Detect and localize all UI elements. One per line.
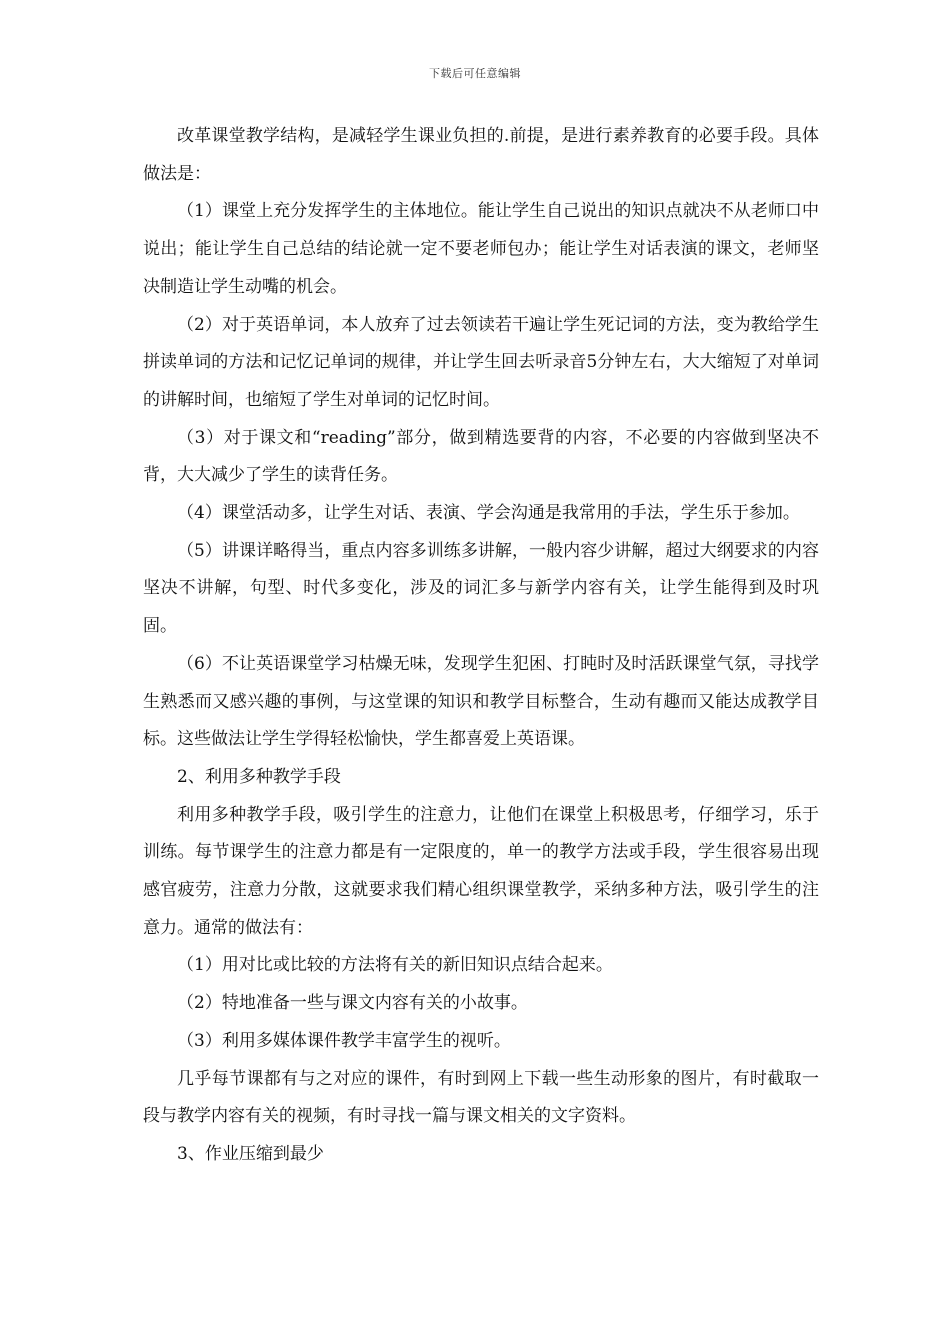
paragraph-section-2-closing: 几乎每节课都有与之对应的课件，有时到网上下载一些生动形象的图片，有时截取一段与教学内容有关的视频，有时寻找一篇与课文相关的文字资料。 xyxy=(143,1068,819,1127)
paragraph-section-2-item-2: （2）特地准备一些与课文内容有关的小故事。 xyxy=(177,993,528,1014)
paragraph-intro: 改革课堂教学结构，是减轻学生课业负担的.前提，是进行素养教育的必要手段。具体做法是： xyxy=(143,126,819,184)
document-body xyxy=(143,118,819,1174)
section-heading-2: 2、利用多种教学手段 xyxy=(177,766,341,787)
paragraph-section-2-intro: 利用多种教学手段，吸引学生的注意力，让他们在课堂上积极思考，仔细学习，乐于训练。每节课学生的注意力都是有一定限度的，单一的教学方法或手段，学生很容易出现感官疲劳，注意力分散，这就要求我们精心组织课堂教学，采纳多种方法，吸引学生的注意力。通常的做法有： xyxy=(143,804,819,938)
paragraph-section-2-item-3: （3）利用多媒体课件教学丰富学生的视听。 xyxy=(177,1030,511,1051)
header-note: 下载后可任意编辑 xyxy=(429,67,521,80)
paragraph-item-1: （1）课堂上充分发挥学生的主体地位。能让学生自己说出的知识点就决不从老师口中说出；能让学生自己总结的结论就一定不要老师包办；能让学生对话表演的课文，老师坚决制造让学生动嘴的机会。 xyxy=(143,201,819,297)
paragraph-item-6: （6）不让英语课堂学习枯燥无味，发现学生犯困、打盹时及时活跃课堂气氛，寻找学生熟悉而又感兴趣的事例，与这堂课的知识和教学目标整合，生动有趣而又能达成教学目标。这些做法让学生学得轻松愉快，学生都喜爱上英语课。 xyxy=(143,653,819,750)
paragraph-item-3: （3）对于课文和“reading”部分，做到精选要背的内容，不必要的内容做到坚决不背，大大减少了学生的读背任务。 xyxy=(143,427,819,486)
paragraph-item-4: （4）课堂活动多，让学生对话、表演、学会沟通是我常用的手法，学生乐于参加。 xyxy=(177,503,800,524)
paragraph-section-2-item-1: （1）用对比或比较的方法将有关的新旧知识点结合起来。 xyxy=(177,955,613,976)
paragraph-item-2: （2）对于英语单词，本人放弃了过去领读若干遍让学生死记词的方法，变为教给学生拼读单词的方法和记忆记单词的规律，并让学生回去听录音5分钟左右，大大缩短了对单词的讲解时间，也缩短了学生对单词的记忆时间。 xyxy=(143,314,819,410)
section-heading-3: 3、作业压缩到最少 xyxy=(177,1143,324,1164)
paragraph-item-5: （5）讲课详略得当，重点内容多训练多讲解，一般内容少讲解，超过大纲要求的内容坚决不讲解，句型、时代多变化，涉及的词汇多与新学内容有关，让学生能得到及时巩固。 xyxy=(143,540,819,637)
